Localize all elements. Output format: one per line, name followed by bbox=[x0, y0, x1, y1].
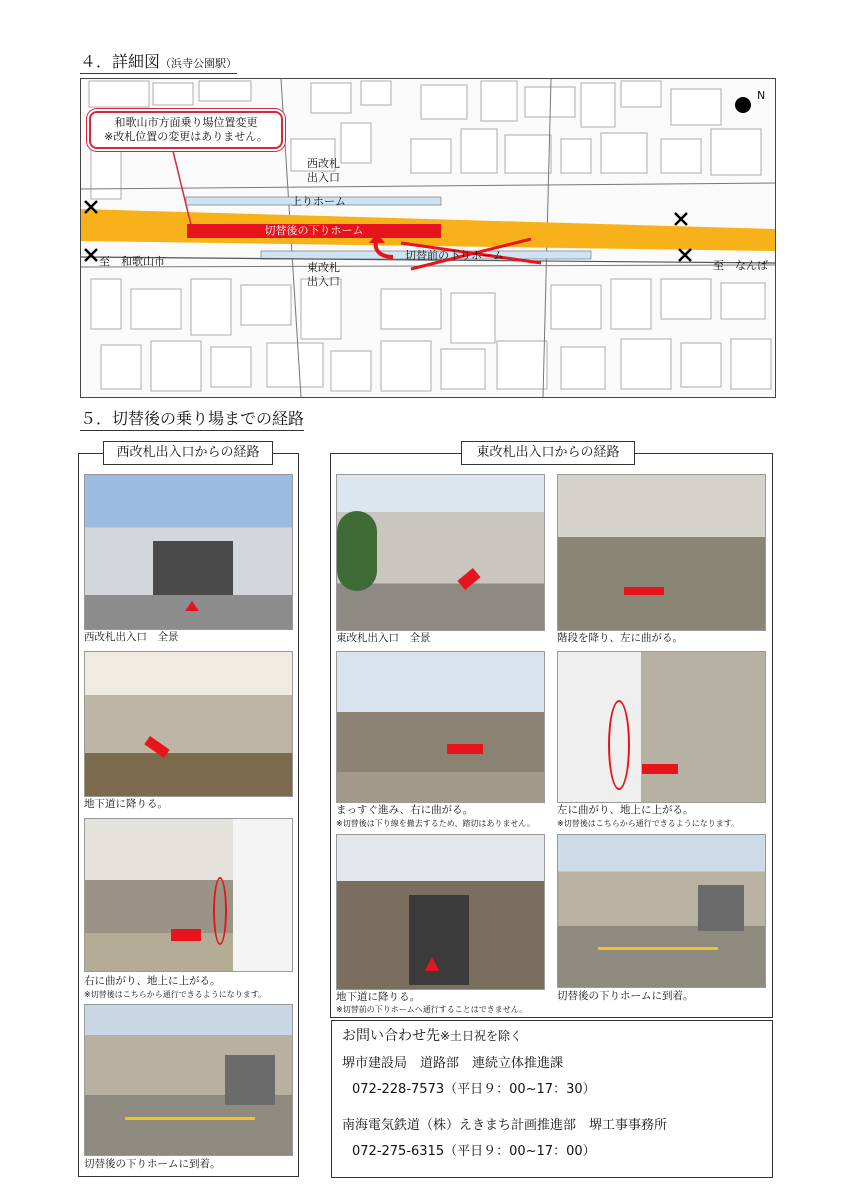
east-step5-photo bbox=[557, 651, 766, 803]
east-step5-note: ※切替後はこちらから通行できるようになります。 bbox=[557, 819, 740, 828]
old-down-platform-label: 切替前の下りホーム bbox=[405, 249, 504, 262]
east-step4-photo bbox=[557, 474, 766, 631]
east-step2-note: ※切替後は下り線を撤去するため、踏切はありません。 bbox=[336, 819, 535, 828]
east-step2-caption: まっすぐ進み、右に曲がる。 bbox=[336, 804, 474, 816]
to-namba-label: 至 なんば bbox=[713, 259, 768, 272]
west-step2-caption: 地下道に降りる。 bbox=[84, 798, 168, 810]
east-step2-photo bbox=[336, 651, 545, 803]
section5-title bbox=[80, 406, 304, 431]
north-arrow-icon bbox=[735, 97, 751, 113]
west-step3-note: ※切替後はこちらから通行できるようになります。 bbox=[84, 990, 267, 999]
west-step3-photo bbox=[84, 818, 293, 972]
west-step3-caption: 右に曲がり、地上に上がる。 bbox=[84, 975, 221, 987]
callout-line2: ※改札位置の変更はありません。 bbox=[104, 130, 268, 143]
east-route-title: 東改札出入口からの経路 bbox=[461, 441, 635, 465]
east-step3-caption: 地下道に降りる。 bbox=[336, 991, 420, 1003]
east-step4-caption: 階段を降り、左に曲がる。 bbox=[557, 632, 683, 644]
west-route-title: 西改札出入口からの経路 bbox=[103, 441, 273, 465]
contact-tel1: 072-228-7573（平日９：00~17：30） bbox=[352, 1082, 596, 1097]
up-platform-label: 上りホーム bbox=[291, 195, 346, 208]
west-step4-photo bbox=[84, 1004, 293, 1156]
station-map bbox=[80, 78, 776, 398]
contact-org2: 南海電気鉄道（株）えきまち計画推進部 堺工事事務所 bbox=[342, 1118, 668, 1133]
section4-subtitle: （浜寺公園駅） bbox=[160, 57, 238, 70]
east-step3-note: ※切替前の下りホームへ通行することはできません。 bbox=[336, 1005, 528, 1014]
contact-heading: お問い合わせ先 bbox=[342, 1028, 440, 1044]
to-wakayama-label: 至 和歌山市 bbox=[99, 255, 165, 268]
new-down-platform-label: 切替後の下りホーム bbox=[187, 224, 441, 238]
north-label: N bbox=[757, 89, 766, 102]
west-gate-label: 西改札 出入口 bbox=[307, 157, 340, 184]
contact-tel2: 072-275-6315（平日９：00~17：00） bbox=[352, 1144, 596, 1159]
contact-org1: 堺市建設局 道路部 連続立体推進課 bbox=[342, 1056, 564, 1071]
west-step4-caption: 切替後の下りホームに到着。 bbox=[84, 1158, 221, 1170]
section4-title-text: ４．詳細図 bbox=[80, 52, 161, 71]
east-step1-caption: 東改札出入口 全景 bbox=[336, 632, 431, 644]
east-step1-photo bbox=[336, 474, 545, 631]
platform-change-callout bbox=[89, 111, 283, 149]
section5-title-text: ５．切替後の乗り場までの経路 bbox=[80, 409, 305, 428]
west-step2-photo bbox=[84, 651, 293, 797]
east-step5-caption: 左に曲がり、地上に上がる。 bbox=[557, 804, 694, 816]
east-step3-photo bbox=[336, 834, 545, 990]
east-step6-photo bbox=[557, 834, 766, 988]
east-gate-label: 東改札 出入口 bbox=[307, 261, 340, 288]
contact-box bbox=[331, 1020, 773, 1178]
west-step1-photo bbox=[84, 474, 293, 630]
contact-heading-note: ※土日祝を除く bbox=[440, 1029, 523, 1043]
section4-title bbox=[80, 49, 237, 74]
east-step6-caption: 切替後の下りホームに到着。 bbox=[557, 990, 694, 1002]
west-step1-caption: 西改札出入口 全景 bbox=[84, 631, 179, 643]
callout-line1: 和歌山市方面乗り場位置変更 bbox=[114, 116, 258, 129]
